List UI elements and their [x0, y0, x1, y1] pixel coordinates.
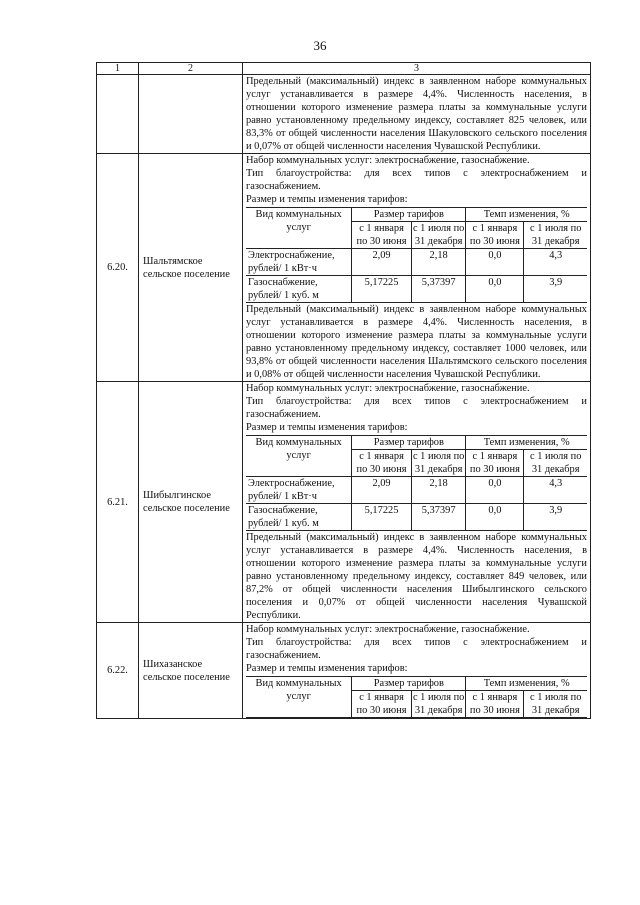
column-number-row: [97, 63, 591, 75]
period-header: с 1 июля по 31 декабря: [412, 692, 465, 716]
section-number: 6.21.: [97, 382, 139, 623]
tariff-value: 5,17225: [352, 504, 412, 531]
services-set: Набор коммунальных услуг: электроснабжение, газоснабжение.: [246, 383, 530, 394]
table-row: [246, 477, 587, 504]
tariff-value: 2,18: [411, 477, 466, 504]
change-value: 4,3: [524, 477, 587, 504]
rates-table: [246, 435, 587, 531]
period-header: с 1 января по 30 июня: [352, 450, 412, 477]
period-header: с 1 июля по 31 декабря: [412, 451, 465, 475]
change-value: 0,0: [466, 477, 524, 504]
services-set: Набор коммунальных услуг: электроснабжение, газоснабжение.: [246, 624, 530, 635]
tariff-value: 5,17225: [352, 276, 412, 303]
tariff-value: 5,37397: [411, 504, 466, 531]
change-rate-header: Темп изменения, %: [466, 677, 587, 691]
column-number-3: 3: [243, 63, 591, 75]
table-row: [97, 75, 591, 154]
rates-table: [246, 207, 587, 303]
service-kind: Электроснабжение, рублей/ 1 кВт·ч: [246, 477, 352, 504]
tariff-size-header: Размер тарифов: [352, 677, 466, 691]
service-kind: Газоснабжение, рублей/ 1 куб. м: [246, 276, 352, 303]
tariff-size-header: Размер тарифов: [352, 208, 466, 222]
amenity-type: Тип благоустройства: для всех типов с электроснабжением и газоснабжением.: [246, 168, 587, 192]
section-summary: Предельный (максимальный) индекс в заявленном наборе коммунальных услуг устанавливается в размере 4,4%. Численность населения, в отношении которого изменение размера платы за коммунальные услуги равно установленному предельному индексу, составляет 1000 человек, или 93,8% от общей численности населения Шальтямского сельского поселения и 0,08% от общей численности населения Чувашской Республики.: [246, 304, 587, 380]
settlement-name: Шибылгинское сельское поселение: [139, 382, 243, 623]
change-value: 0,0: [466, 249, 524, 276]
service-kind: Газоснабжение, рублей/ 1 куб. м: [246, 504, 352, 531]
rates-title: Размер и темпы изменения тарифов:: [246, 422, 408, 433]
amenity-type: Тип благоустройства: для всех типов с электроснабжением и газоснабжением.: [246, 637, 587, 661]
change-value: 3,9: [524, 504, 587, 531]
tariff-value: 2,18: [411, 249, 466, 276]
period-header: с 1 января по 30 июня: [466, 450, 524, 477]
change-value: 0,0: [466, 276, 524, 303]
table-row: [97, 623, 591, 719]
table-row: [246, 276, 587, 303]
change-value: 4,3: [524, 249, 587, 276]
section-number: 6.22.: [97, 623, 139, 719]
settlement-name: Шихазанское сельское поселение: [139, 623, 243, 719]
table-row: [246, 249, 587, 276]
tariffs-table: [96, 62, 591, 719]
period-header: с 1 января по 30 июня: [352, 691, 412, 718]
tariff-value: 2,09: [352, 477, 412, 504]
tariff-size-header: Размер тарифов: [352, 436, 466, 450]
period-header: с 1 января по 30 июня: [352, 222, 412, 249]
change-rate-header: Темп изменения, %: [466, 436, 587, 450]
services-set: Набор коммунальных услуг: электроснабжение, газоснабжение.: [246, 155, 530, 166]
rates-table: [246, 676, 587, 718]
table-row: [246, 504, 587, 531]
period-header: с 1 июля по 31 декабря: [412, 223, 465, 247]
settlement-name: Шальтямское сельское поселение: [139, 154, 243, 382]
column-number-2: 2: [139, 63, 243, 75]
period-header: с 1 января по 30 июня: [466, 222, 524, 249]
rates-title: Размер и темпы изменения тарифов:: [246, 194, 408, 205]
period-header: с 1 января по 30 июня: [466, 691, 524, 718]
amenity-type: Тип благоустройства: для всех типов с электроснабжением и газоснабжением.: [246, 396, 587, 420]
section-summary: Предельный (максимальный) индекс в заявленном наборе коммунальных услуг устанавливается в размере 4,4%. Численность населения, в отношении которого изменение размера платы за коммунальные услуги равно установленному предельному индексу, составляет 849 человек, или 87,2% от общей численности населения Шибылгинского сельского поселения и 0,07% от общей численности населения Чувашской Республики.: [246, 532, 587, 621]
rates-title: Размер и темпы изменения тарифов:: [246, 663, 408, 674]
change-rate-header: Темп изменения, %: [466, 208, 587, 222]
service-kind-header: Вид коммунальных услуг: [246, 208, 352, 249]
change-value: 0,0: [466, 504, 524, 531]
previous-section-summary: Предельный (максимальный) индекс в заявленном наборе коммунальных услуг устанавливается в размере 4,4%. Численность населения, в отношении которого изменение размера платы за коммунальные услуги равно установленному предельному индексу, составляет 825 человек, или 83,3% от общей численности населения Шакуловского сельского поселения и 0,07% от общей численности населения Чувашской Республики.: [246, 76, 587, 152]
table-row: [97, 154, 591, 382]
table-row: [97, 382, 591, 623]
tariff-value: 2,09: [352, 249, 412, 276]
column-number-1: 1: [97, 63, 139, 75]
service-kind-header: Вид коммунальных услуг: [246, 677, 352, 718]
page-number: 36: [313, 38, 327, 53]
service-kind-header: Вид коммунальных услуг: [246, 436, 352, 477]
tariff-value: 5,37397: [411, 276, 466, 303]
service-kind: Электроснабжение, рублей/ 1 кВт·ч: [246, 249, 352, 276]
period-header: с 1 июля по 31 декабря: [524, 222, 587, 249]
period-header: с 1 июля по 31 декабря: [524, 691, 587, 718]
period-header: с 1 июля по 31 декабря: [524, 450, 587, 477]
change-value: 3,9: [524, 276, 587, 303]
section-number: 6.20.: [97, 154, 139, 382]
